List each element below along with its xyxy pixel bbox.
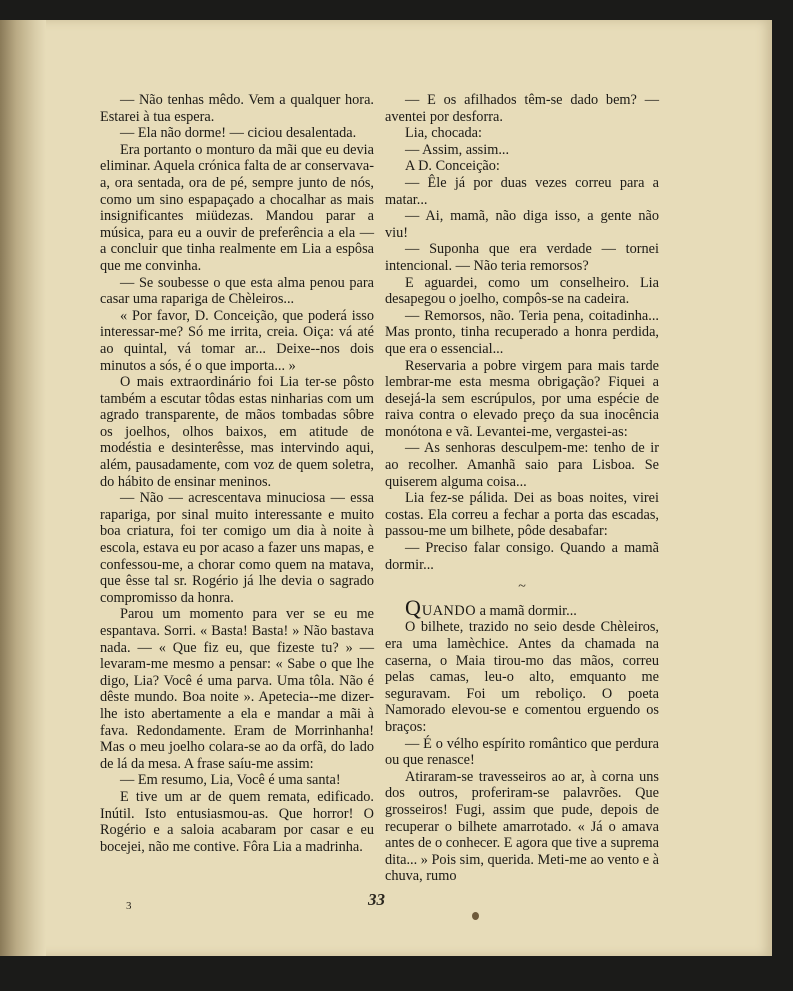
signature-mark: 3 — [126, 900, 132, 912]
right-column-top-text — [385, 92, 659, 573]
left-text-column — [100, 92, 374, 855]
paragraph: A D. Conceição: — [405, 158, 500, 175]
paragraph: — Suponha que era verdade — tornei intencional. — Não teria remorsos? — [385, 241, 659, 274]
paragraph: — As senhoras desculpem-me: tenho de ir ao recolher. Amanhã saio para Lisboa. Se quiserem alguma coisa... — [385, 440, 659, 490]
paragraph: — Não — acrescentava minuciosa — essa rapariga, por sinal muito interessante e muito boa criatura, foi ter comigo um dia à noite à escola, estava eu por acaso a fazer uns mapas, e confessou-me, a chorar como quem na matava, que êsse tal sr. Rogério já lhe devia o sagrado compromisso da honra. — [100, 490, 374, 606]
page-number: 33 — [368, 890, 385, 909]
drop-cap: Q — [405, 594, 421, 620]
paragraph: — Ela não dorme! — ciciou desalentada. — [120, 125, 357, 142]
paragraph: — E os afilhados têm-se dado bem? — aventei por desforra. — [385, 92, 659, 125]
ink-spot — [472, 912, 479, 920]
opening-rest: a mamã dormir... — [476, 602, 577, 619]
paragraph: Atiraram-se travesseiros ao ar, à corna uns dos outros, proferiram-se palavrões. Que grosseiros! Fugi, assim que pude, depois de recuperar o bilhete amarrotado. « Já o amava antes de o conhecer. E agora que tive a suprema dita... » Pois sim, querida. Meti-me ao vento e à chuva, rumo — [385, 768, 659, 885]
paragraph: — É o vélho espírito romântico que perdura ou que renasce! — [385, 735, 659, 769]
right-column-bottom-text — [385, 619, 659, 885]
paragraph: O bilhete, trazido no seio desde Chèleiros, era uma lamèchice. Antes da chamada na caserna, o Maia tirou-mo das mãos, correu pelas camas, leu-o alto, emquanto me seguravam. Foi um reboliço. O poeta Namorado elevou-se e comentou erguendo os braços: — [385, 619, 659, 735]
opening-small-caps: UANDO — [421, 602, 477, 619]
right-text-column — [385, 92, 659, 885]
paragraph: — Não tenhas mêdo. Vem a qualquer hora. Estarei à tua espera. — [100, 92, 374, 125]
paragraph: — Assim, assim... — [405, 141, 510, 158]
paragraph: — Se soubesse o que esta alma penou para casar uma rapariga de Chèleiros... — [100, 274, 374, 308]
paragraph: Lia, chocada: — [405, 125, 482, 142]
paragraph: — Em resumo, Lia, Você é uma santa! — [120, 772, 341, 789]
section-opening-line — [385, 594, 659, 620]
book-page — [0, 20, 772, 956]
paragraph: Parou um momento para ver se eu me espantava. Sorri. « Basta! Basta! » Não bastava nada. — « Que fiz eu, que fizeste tu? » — levaram-me mesmo a pensar: « Sabe o que lhe digo, Lia? Você é uma parva. Uma tôla. Não é dêste mundo. Boa noite ». Apetecia--me dizer-lhe isto abertamente a ela e mandar a mãi à fava. Redondamente. Eram de Morrinhanha! Mas o meu joelho colara-se ao da orfã, do lado de lá da mesa. A frase saíu-me assim: — [100, 606, 374, 772]
paragraph: Lia fez-se pálida. Dei as boas noites, virei costas. Ela correu a fechar a porta das escadas, passou-me um bilhete, pôde desabafar: — [385, 490, 659, 540]
paragraph: O mais extraordinário foi Lia ter-se pôsto também a escutar tôdas estas ninharias com um agrado transparente, de mãos tombadas sôbre os joelhos, olhos baixos, em atitude de modéstia e desinterêsse, mas intervindo aqui, além, pausadamente, com voz de quem soletra, do hábito de ensinar meninos. — [100, 374, 374, 490]
paragraph: — Preciso falar consigo. Quando a mamã dormir... — [385, 540, 659, 573]
paragraph: E aguardei, como um conselheiro. Lia desapegou o joelho, compôs-se na cadeira. — [385, 274, 659, 308]
paragraph: « Por favor, D. Conceição, que poderá isso interessar-me? Só me irrita, creia. Oiça: vá até ao quintal, vá tomar ar... Deixe--nos dois minutos a sós, é o que importa... » — [100, 307, 374, 374]
section-ornament: ~ — [518, 579, 526, 595]
paragraph: — Remorsos, não. Teria pena, coitadinha... Mas pronto, tinha recuperado a honra perdida, que era o essencial... — [385, 307, 659, 357]
paragraph: E tive um ar de quem remata, edificado. Inútil. Isto entusiasmou-as. Que horror! O Rogério e a saloia acabaram por casar e eu bocejei, não me contive. Fôra Lia a madrinha. — [100, 788, 374, 855]
paragraph: Reservaria a pobre virgem para mais tarde lembrar-me esta mesma obrigação? Fiquei a desejá-la sem escrúpulos, por uma espécie de raiva contra o elevado preço da sua inocência monótona e vã. Levantei-me, vergastei-as: — [385, 357, 659, 440]
book-spine-shadow — [0, 20, 46, 956]
paragraph: — Êle já por duas vezes correu para a matar... — [385, 174, 659, 208]
paragraph: — Ai, mamã, não diga isso, a gente não viu! — [385, 208, 659, 241]
paragraph: Era portanto o monturo da mãi que eu devia eliminar. Aquela crónica falta de ar conservava-a, ora sentada, ora de pé, sempre junto de nós, como um sino espapaçado a chocalhar as mais insignificantes miüdezas. Mandou parar a música, para eu a ouvir de preferência a ela — a concluir que tinha realmente em Lia a espôsa que me convinha. — [100, 141, 374, 274]
